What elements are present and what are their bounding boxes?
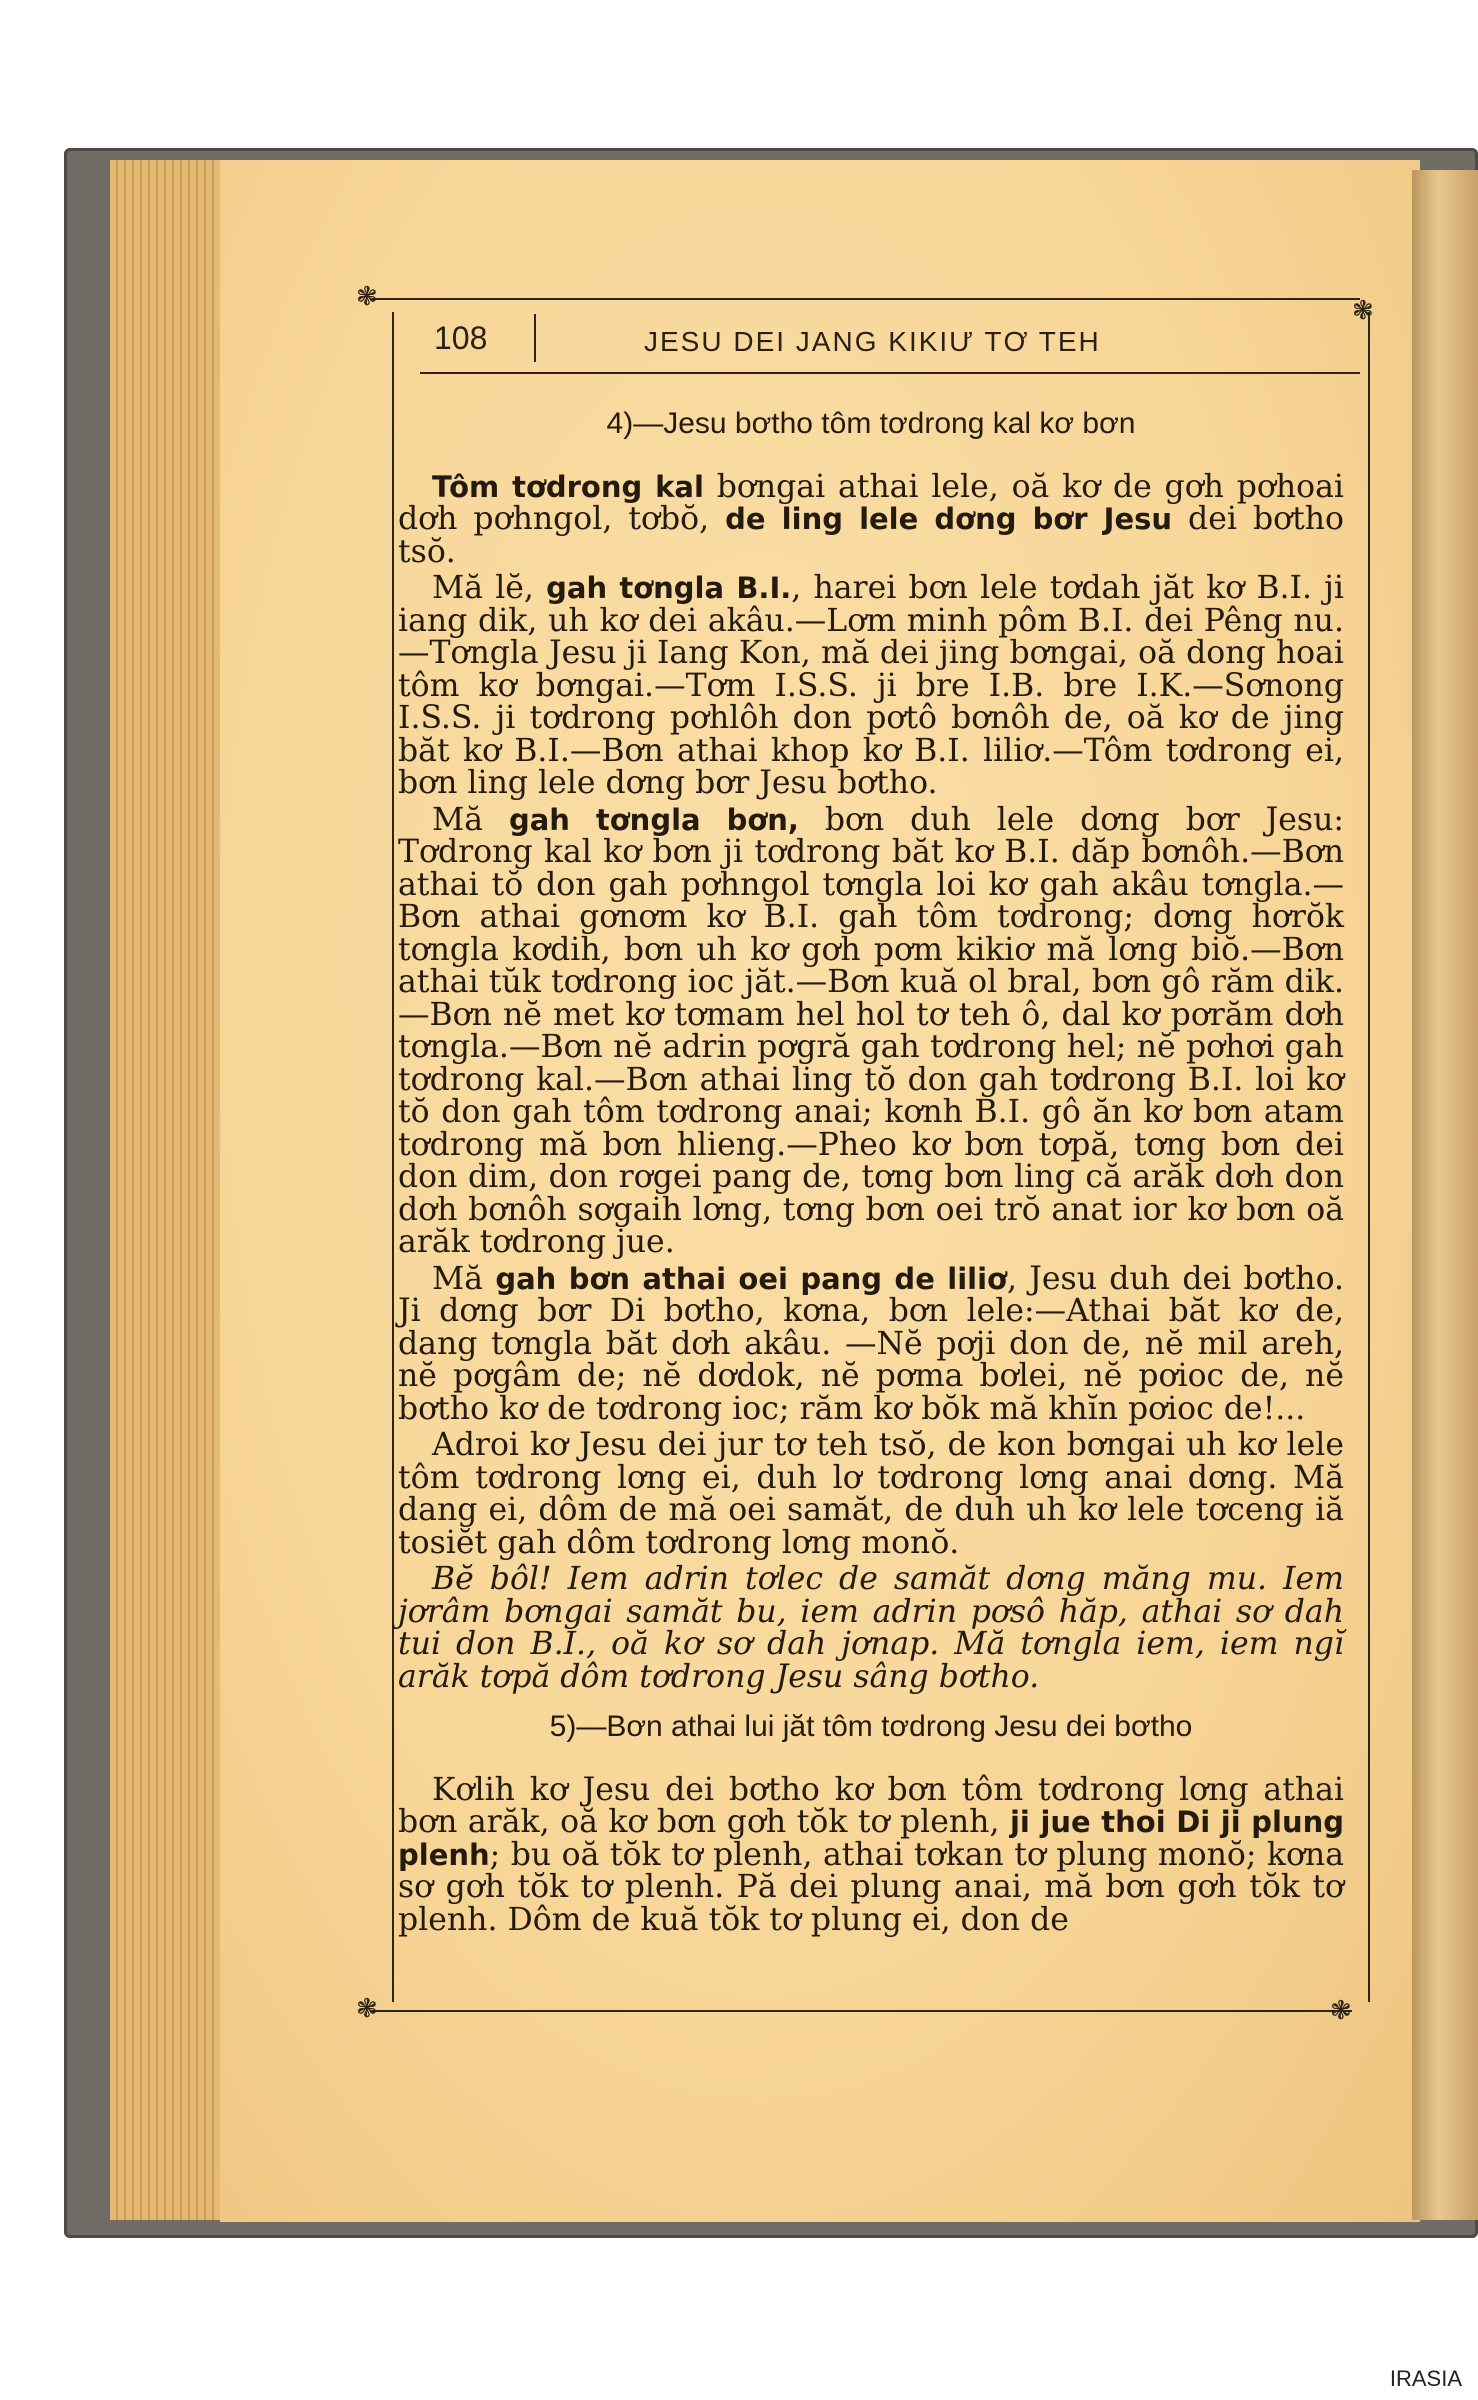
paragraph <box>398 1771 1344 1938</box>
text-run: , harei bơn lele tơdah jăt kơ B.I. ji iang dik, uh kơ dei akâu.—Lơm minh pôm B.I. dei Pêng nu.—Tơngla Jesu ji Iang Kon, mă dei jing bơngai, oă dong hoai tôm kơ bơngai.—Tơm I.S.S. ji bre I.B. bre I.K.—Sơnong I.S.S. ji tơdrong pơhlôh don pơtô bơnôh de, oă kơ de jing băt kơ B.I.—Bơn athai khop kơ B.I. liliơ.—Tôm tơdrong ei, bơn ling lele dơng bơr Jesu bơtho. <box>398 570 1344 801</box>
section-5-heading: 5)—Bơn athai lui jăt tôm tơdrong Jesu dei bơtho <box>549 1710 1193 1743</box>
text-run: dei bơtho tsŏ. <box>398 501 1344 570</box>
frame-left-rule <box>392 312 394 2002</box>
watermark: IRASIA <box>1389 2366 1462 2391</box>
ornament-top-left-icon: ❃ <box>356 282 378 312</box>
emphasis: gah bơn athai oei pang de liliơ <box>495 1261 1007 1296</box>
text-run: bơngai athai lele, oă kơ de gơh pơhoai dơh pơhngol, tơbŏ, <box>398 468 1344 537</box>
exhortation-paragraph: Bĕ bôl! Iem adrin tơlec de samăt dơng măng mu. Iem jơrâm bơngai samăt bu, iem adrin pơsô hăp, athai sơ dah tui don B.I., oă kơ sơ dah jơnap. Mă tơngla iem, iem ngĭ arăk tơpă dôm tơdrong Jesu sâng bơtho. <box>398 1561 1344 1695</box>
paragraph <box>398 468 1344 570</box>
text-run: Kơlih kơ Jesu dei bơtho kơ bơn tôm tơdrong lơng athai bơn arăk, oă kơ bơn gơh tŏk tơ plenh, <box>398 1771 1344 1840</box>
text-run: ; bu oă tŏk tơ plenh, athai tơkan tơ plung monŏ; kơna sơ gơh tŏk tơ plenh. Pă dei plung anai, mă bơn gơh tŏk tơ plenh. Dôm de kuă tŏk tơ plung ei, don de <box>398 1836 1344 1938</box>
paragraph <box>398 572 1344 800</box>
facing-page-edge <box>1412 170 1478 2220</box>
paragraph: Adroi kơ Jesu dei jur tơ teh tsŏ, de kon bơngai uh kơ lele tôm tơdrong lơng ei, duh lơ tơdrong lơng anai dơng. Mă dang ei, dôm de mă oei samăt, de duh uh kơ lele tơceng iă tosiĕt gah dôm tơdrong lơng monŏ. <box>398 1427 1344 1561</box>
ornament-bottom-left-icon: ❃ <box>356 1994 378 2024</box>
ornament-top-right-icon: ❃ <box>1352 296 1374 326</box>
frame-top-rule <box>372 298 1360 300</box>
frame-right-rule <box>1368 312 1370 2002</box>
text-run: , Jesu duh dei bơtho. Ji dơng bơr Di bơtho, kơna, bơn lele:—Athai băt kơ de, dang tơngla băt dơh akâu. —Nĕ pơji don de, nĕ mil areh, nĕ pơgâm de; nĕ dơdok, nĕ pơma bơlei, nĕ pơioc de, nĕ bơtho kơ de tơdrong ioc; răm kơ bŏk mă khĭn pơioc de!... <box>398 1260 1345 1427</box>
page-number: 108 <box>434 320 488 356</box>
paragraph <box>398 1260 1345 1427</box>
emphasis: ji jue thoi Di ji plung plenh <box>398 1805 1344 1872</box>
section-4-heading: 4)—Jesu bơtho tôm tơdrong kal kơ bơn <box>606 407 1136 440</box>
emphasis: gah tơngla bơn, <box>508 802 799 837</box>
text-run: Mă <box>432 1260 496 1297</box>
page-header <box>420 310 1360 374</box>
frame-bottom-rule <box>372 2010 1352 2012</box>
ornament-bottom-right-icon: ❃ <box>1330 1996 1352 2026</box>
emphasis: Tôm tơdrong kal <box>432 469 704 504</box>
header-separator <box>534 314 536 362</box>
page-body <box>398 390 1344 1940</box>
emphasis: gah tơngla B.I. <box>546 571 792 605</box>
text-run: Mă lĕ, <box>432 570 547 606</box>
emphasis: de ling lele dơng bơr Jesu <box>725 502 1173 536</box>
text-run: Mă <box>432 801 509 838</box>
text-run: bơn duh lele dơng bơr Jesu: Tơdrong kal kơ bơn ji tơdrong băt kơ B.I. dăp bơnôh.—Bơn athai tŏ don gah pơhngol tơngla loi kơ gah akâu tơngla.—Bơn athai gơnơm kơ B.I. gah tôm tơdrong; dơng hơrŏk tơngla kơdih, bơn uh kơ gơh pơm kikiơ mă lơng biŏ.—Bơn athai tŭk tơdrong ioc jăt.—Bơn kuă ol bral, bơn gô răm dik.—Bơn nĕ met kơ tơmam hel hol tơ teh ô, dal kơ pơrăm dơh tơngla.—Bơn nĕ adrin pơgră gah tơdrong hel; nĕ pơhơi gah tơdrong kal.—Bơn athai ling tŏ don gah tơdrong B.I. loi kơ tŏ don gah tôm tơdrong anai; kơnh B.I. gô ăn kơ bơn atam tơdrong mă bơn hlieng.—Pheo kơ bơn tơpă, tơng bơn dei don dim, don rơgei pang de, tơng bơn ling că arăk dơh don dơh bơnôh sơgaih lơng, tơng bơn oei trŏ anat ior kơ bơn oă arăk tơdrong jue. <box>398 801 1344 1260</box>
running-title: JESU DEI JANG KIKIƯ TƠ TEH <box>644 326 1101 357</box>
paragraph <box>398 801 1344 1260</box>
